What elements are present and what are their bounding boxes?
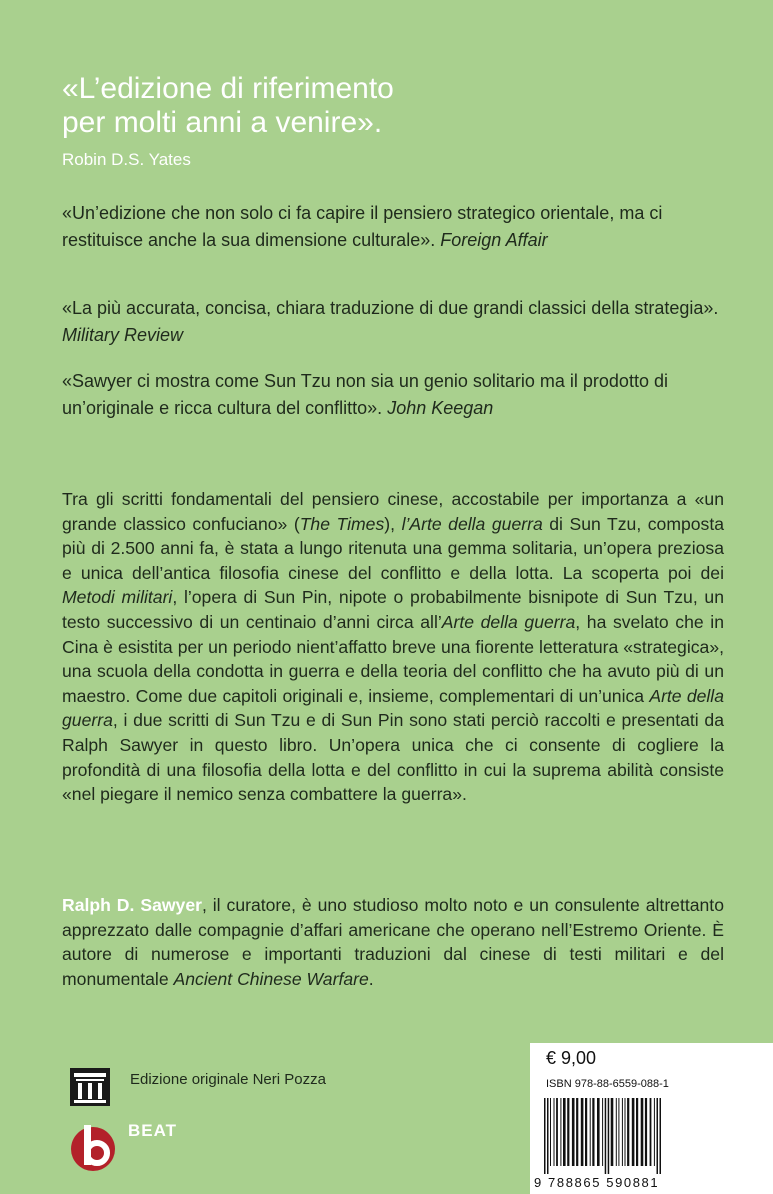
barcode-bar: [544, 1098, 546, 1174]
barcode-bar: [660, 1098, 662, 1174]
barcode-bar: [650, 1098, 652, 1166]
text-run: , ha svelato che in Cina è esistita per un periodo nient’affatto breve una fiorente letteratura «strategica», una scuola della condotta in guerra e della teoria del conflitto che ha avuto più di un maestro. Come due capitoli originali e, insieme, complementari di un’unica: [62, 611, 724, 706]
review-3: [62, 368, 722, 422]
barcode-digits: 9 788865 590881: [534, 1175, 660, 1190]
price: € 9,00: [546, 1048, 597, 1068]
neri-pozza-building-icon: [70, 1068, 110, 1106]
text-run: , i due scritti di Sun Tzu e di Sun Pin sono stati perciò raccolti e presentati da Ralph Sawyer in questo libro. Un’opera unica che ci consente di cogliere la profondità di una filosofia della lotta e del conflitto in cui la suprema abilità consiste «nel piegare il nemico senza combattere la guerra».: [62, 710, 724, 805]
text-run: di Sun Tzu, composta più di 2.500 anni fa, è stata a lungo ritenuta una gemma solitaria, un’opera preziosa e unica dell’antica filosofia cinese del conflitto e della lotta. La scoperta poi dei: [62, 513, 725, 583]
beat-label: BEAT: [128, 1121, 178, 1140]
description-paragraph: [62, 487, 724, 807]
text-run: , il curatore, è uno studioso molto noto e un consulente altrettanto apprezzato dalle compagnie d’affari americane che operano nell’Estremo Oriente. È autore di numerose e importanti traduzioni dal cinese di testi militari e del monumentale: [62, 895, 724, 989]
barcode-bar: [632, 1098, 635, 1166]
barcode-image: [542, 1098, 752, 1174]
text-run: , l’opera di Sun Pin, nipote o probabilmente bisnipote di Sun Tzu, un testo successivo di un centinaio d’anni circa all’: [62, 587, 724, 632]
italic-run: Arte della guerra: [441, 611, 576, 632]
barcode-bar: [605, 1098, 607, 1174]
review-source: John Keegan: [387, 398, 494, 418]
barcode-bar: [554, 1098, 555, 1166]
headline-line-2: per molti anni a venire».: [62, 106, 383, 139]
barcode-bar: [592, 1098, 594, 1166]
barcode-bar: [611, 1098, 614, 1166]
barcode-bar: [597, 1098, 600, 1166]
barcode-bar: [602, 1098, 603, 1166]
italic-run: The Times: [299, 513, 385, 534]
text-run: Tra gli scritti fondamentali del pensiero cinese, accostabile per importanza a «un grande classico confuciano» (: [62, 489, 724, 534]
curator-name: Ralph D. Sawyer: [62, 895, 202, 915]
barcode-bar: [641, 1098, 644, 1166]
beat-b-logo-icon: [66, 1122, 120, 1172]
review-source: Foreign Affair: [440, 230, 548, 250]
review-text: «Un’edizione che non solo ci fa capire il pensiero strategico orientale, ma ci restituisce anche la sua dimensione culturale».: [62, 203, 663, 250]
barcode-bar: [572, 1098, 575, 1166]
headline-quote: [62, 72, 742, 140]
barcode-bar: [608, 1098, 610, 1174]
barcode-bar: [560, 1098, 561, 1166]
barcode-bar: [550, 1098, 551, 1166]
curator-paragraph: [62, 893, 724, 991]
text-run: .: [368, 968, 374, 989]
barcode-bar: [654, 1098, 655, 1166]
italic-run: Ancient Chinese Warfare: [173, 968, 369, 989]
edition-label: Edizione originale Neri Pozza: [130, 1071, 326, 1088]
barcode-bar: [627, 1098, 629, 1166]
text-run: ),: [384, 513, 402, 534]
barcode-bar: [556, 1098, 558, 1166]
review-text: «Sawyer ci mostra come Sun Tzu non sia un genio solitario ma il prodotto di un’originale e ricca cultura del conflitto».: [62, 371, 668, 418]
barcode-bar: [618, 1098, 619, 1166]
headline-author: Robin D.S. Yates: [62, 150, 191, 169]
barcode-bar: [645, 1098, 647, 1166]
barcode-bar: [616, 1098, 617, 1166]
review-text: «La più accurata, concisa, chiara traduzione di due grandi classici della strategia».: [62, 298, 719, 318]
italic-run: Arte della guerra: [62, 685, 725, 731]
barcode-bar: [590, 1098, 591, 1166]
review-2: [62, 295, 722, 349]
barcode-bar: [576, 1098, 578, 1166]
barcode-panel: [530, 1043, 773, 1194]
isbn: ISBN 978-88-6559-088-1: [546, 1078, 669, 1090]
barcode-bar: [581, 1098, 584, 1166]
barcode-bar: [567, 1098, 569, 1166]
barcode-bar: [625, 1098, 626, 1166]
review-source: Military Review: [62, 325, 184, 345]
barcode-bar: [657, 1098, 659, 1174]
review-1: [62, 200, 722, 254]
barcode-bar: [585, 1098, 587, 1166]
italic-run: l’Arte della guerra: [401, 513, 543, 534]
barcode-bar: [622, 1098, 623, 1166]
barcode-bar: [547, 1098, 549, 1174]
headline-line-1: «L’edizione di riferimento: [62, 72, 394, 105]
barcode-bar: [636, 1098, 638, 1166]
barcode-bar: [563, 1098, 566, 1166]
italic-run: Metodi militari: [62, 587, 173, 608]
